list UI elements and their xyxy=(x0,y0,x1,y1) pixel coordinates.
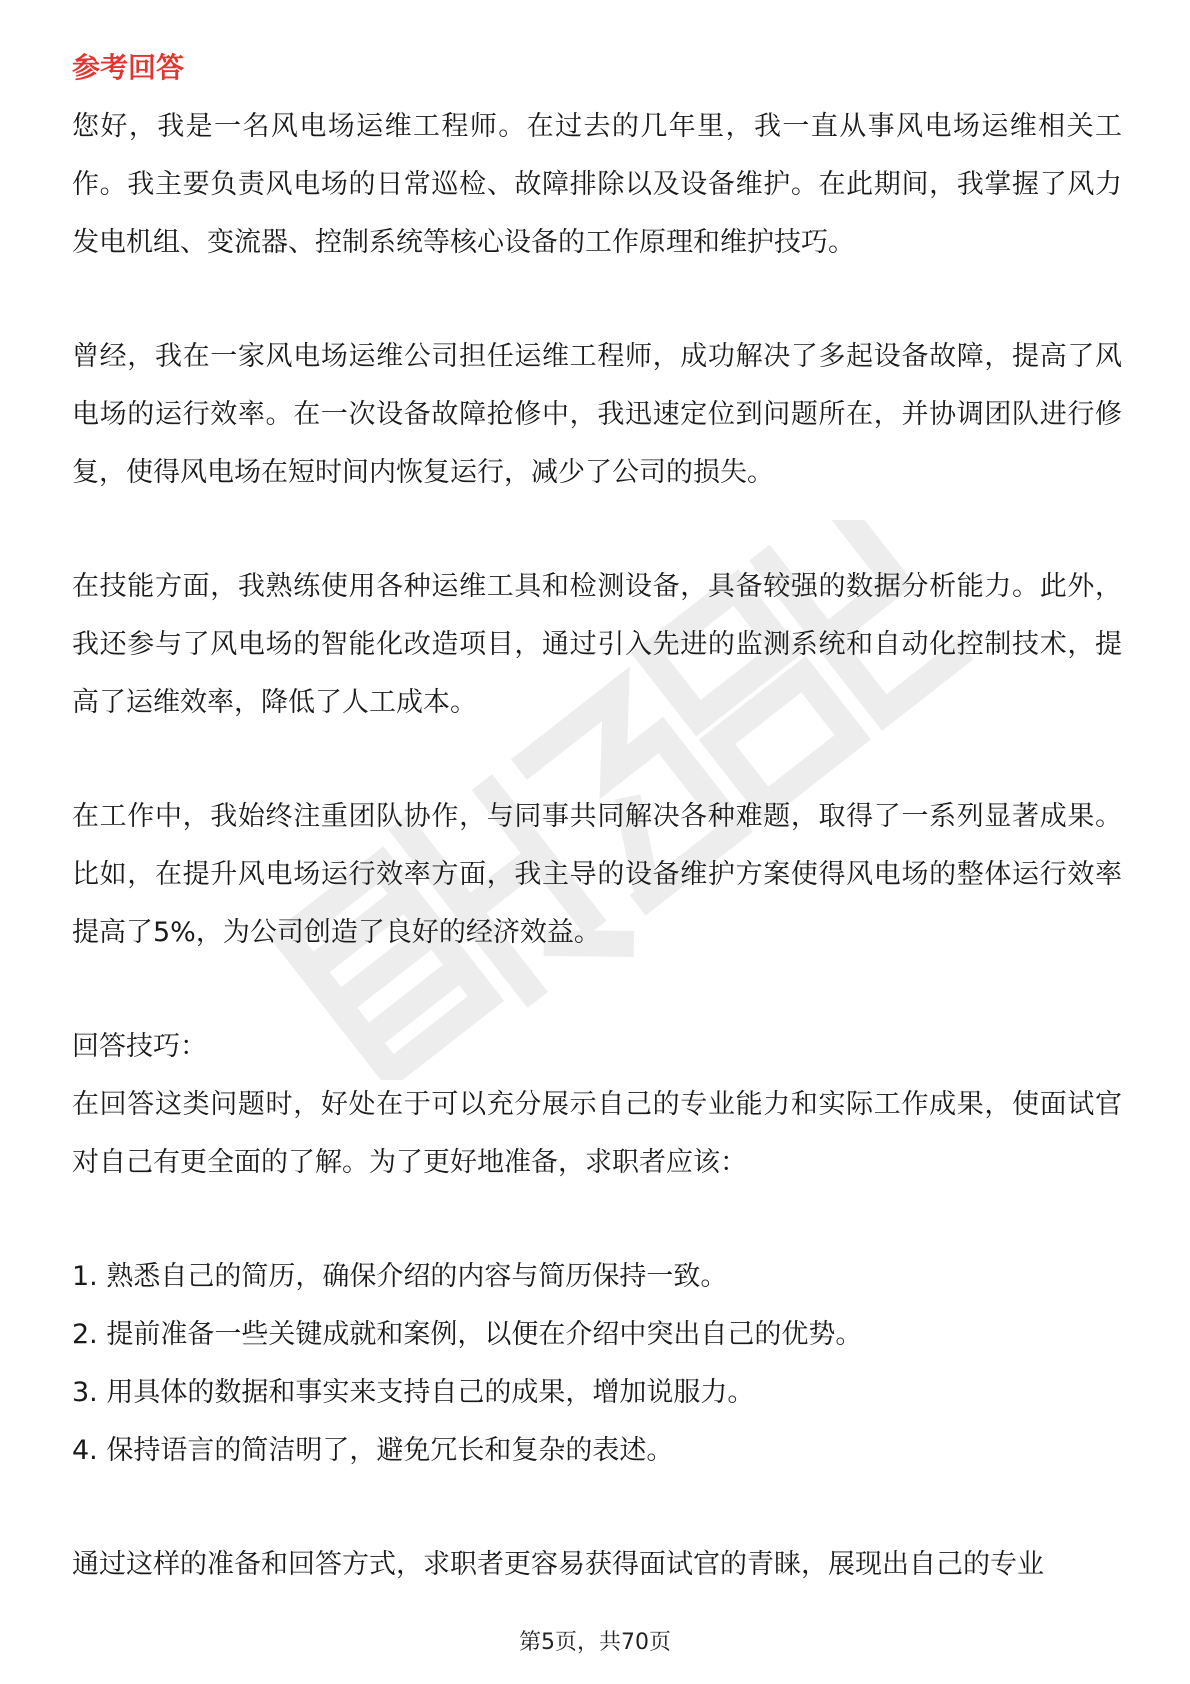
list-item: 4. 保持语言的简洁明了，避免冗长和复杂的表述。 xyxy=(72,1435,674,1466)
page-footer: 第5页，共70页 xyxy=(519,1630,671,1655)
tips-intro: 在回答这类问题时，好处在于可以充分展示自己的专业能力和实际工作成果，使面试官对自己有更全面的了解。为了更好地准备，求职者应该： xyxy=(72,1089,1122,1178)
paragraph-gap xyxy=(72,732,1122,788)
paragraph-gap xyxy=(72,1192,1122,1248)
list-item: 1. 熟悉自己的简历，确保介绍的内容与简历保持一致。 xyxy=(72,1261,728,1292)
closing-paragraph: 通过这样的准备和回答方式，求职者更容易获得面试官的青睐，展现出自己的专业 xyxy=(72,1549,1044,1580)
list-item: 3. 用具体的数据和事实来支持自己的成果，增加说服力。 xyxy=(72,1377,755,1408)
paragraph-skills: 在技能方面，我熟练使用各种运维工具和检测设备，具备较强的数据分析能力。此外，我还参与了风电场的智能化改造项目，通过引入先进的监测系统和自动化控制技术，提高了运维效率，降低了人工成本。 xyxy=(72,571,1122,718)
paragraph-gap xyxy=(72,272,1122,328)
paragraph-experience: 曾经，我在一家风电场运维公司担任运维工程师，成功解决了多起设备故障，提高了风电场的运行效率。在一次设备故障抢修中，我迅速定位到问题所在，并协调团队进行修复，使得风电场在短时间内恢复运行，减少了公司的损失。 xyxy=(72,341,1122,488)
section-title: 参考回答 xyxy=(72,51,185,84)
paragraph-intro: 您好，我是一名风电场运维工程师。在过去的几年里，我一直从事风电场运维相关工作。我主要负责风电场的日常巡检、故障排除以及设备维护。在此期间，我掌握了风力发电机组、变流器、控制系统等核心设备的工作原理和维护技巧。 xyxy=(72,111,1122,258)
paragraph-teamwork: 在工作中，我始终注重团队协作，与同事共同解决各种难题，取得了一系列显著成果。比如，在提升风电场运行效率方面，我主导的设备维护方案使得风电场的整体运行效率提高了5%，为公司创造了良好的经济效益。 xyxy=(72,801,1122,948)
main-content xyxy=(72,48,1122,1594)
paragraph-gap xyxy=(72,1480,1122,1536)
paragraph-gap xyxy=(72,962,1122,1018)
tips-list xyxy=(72,1248,1122,1480)
paragraph-gap xyxy=(72,502,1122,558)
list-item: 2. 提前准备一些关键成就和案例，以便在介绍中突出自己的优势。 xyxy=(72,1319,863,1350)
tips-heading: 回答技巧： xyxy=(72,1031,207,1062)
